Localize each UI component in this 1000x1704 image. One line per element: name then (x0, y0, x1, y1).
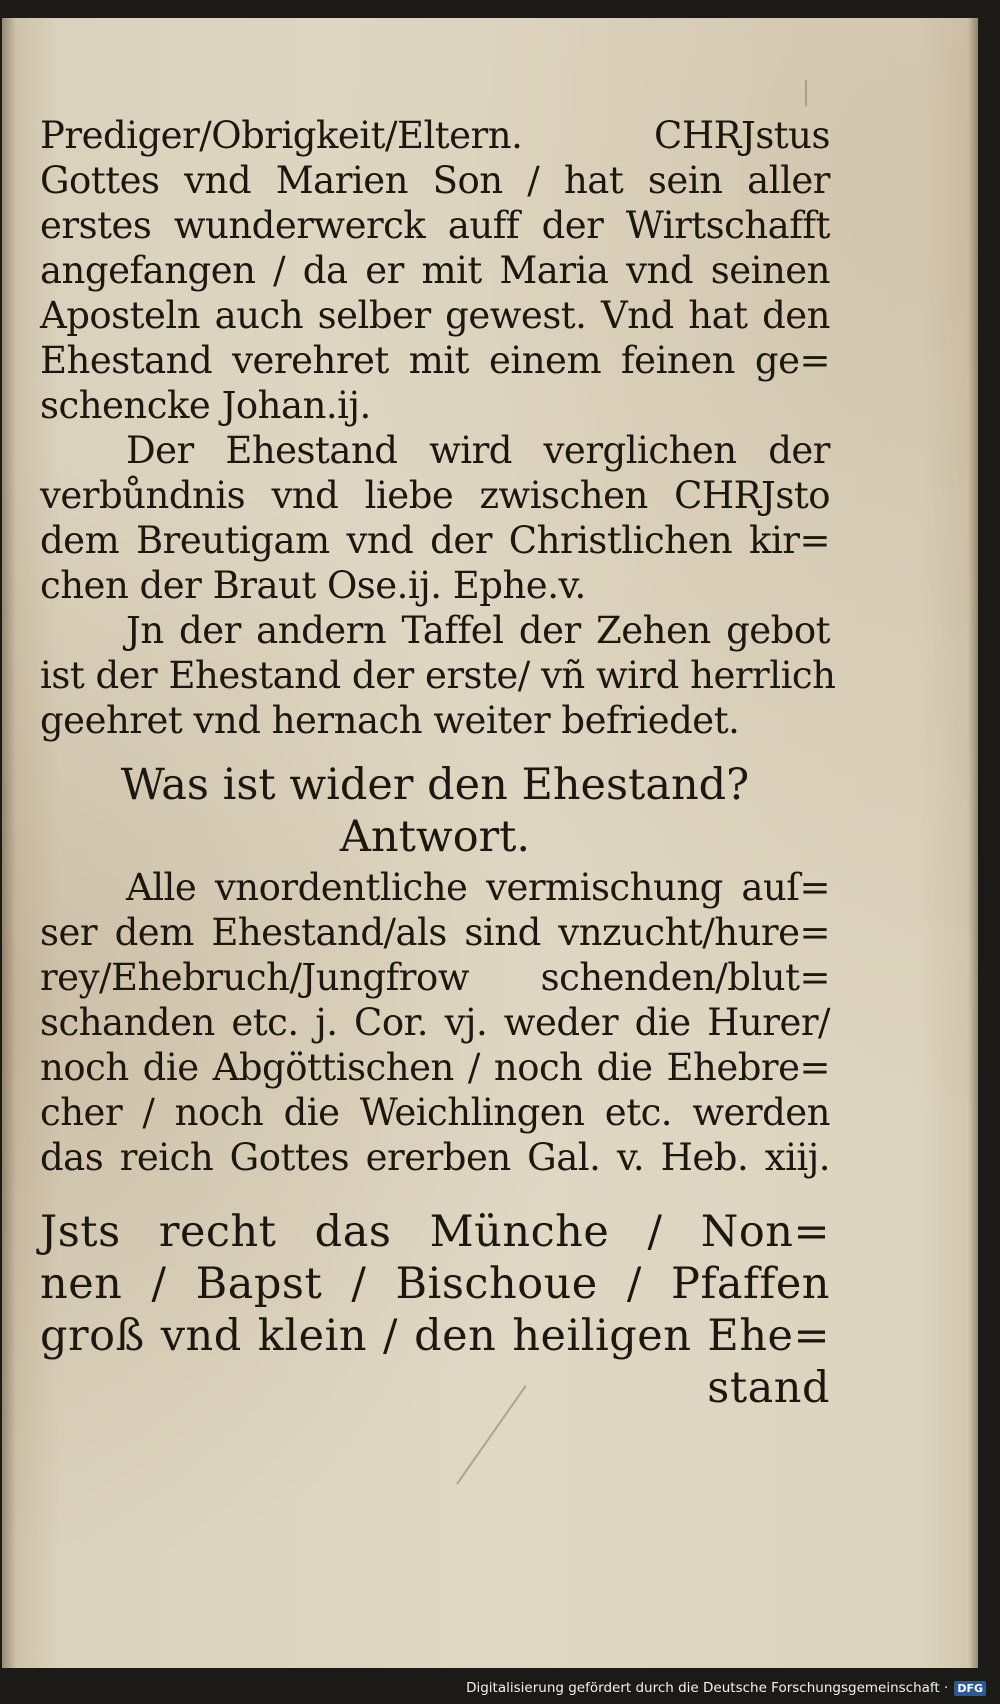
text-line: das reich Gottes ererben Gal. v. Heb. xiij. (40, 1136, 830, 1179)
text-line: Alle vnordentliche vermischung auſ= (126, 866, 830, 909)
text-line: dem Breutigam vnd der Christlichen kir= (40, 519, 830, 562)
answer-heading: Antwort. (339, 812, 531, 862)
text-line: verbůndnis vnd liebe zwischen CHRJsto (40, 474, 830, 517)
page-edge-shadow (968, 18, 978, 1668)
text-line: schencke Johan.ij. (40, 384, 371, 427)
text-line: geehret vnd hernach weiter befriedet. (40, 699, 740, 742)
text-line: erstes wunderwerck auff der Wirtschafft (40, 204, 830, 247)
text-line: Gottes vnd Marien Son / hat sein aller (40, 159, 830, 202)
text-line: chen der Braut Ose.ij. Ephe.v. (40, 564, 586, 607)
text-line: noch die Abgöttischen / noch die Ehebre= (40, 1046, 830, 1089)
footer-credit (466, 1675, 986, 1701)
text-line: rey/Ehebruch/Jungfrow schenden/blut= (40, 956, 830, 999)
text-block (40, 113, 836, 1414)
dfg-logo: DFG (954, 1681, 986, 1696)
text-line: angefangen / da er mit Maria vnd seinen (40, 249, 830, 292)
text-line: cher / noch die Weichlingen etc. werden (40, 1091, 830, 1134)
text-line: groß vnd klein / den heiligen Ehe= (40, 1311, 830, 1361)
text-line: Der Ehestand wird verglichen der (126, 429, 830, 472)
text-line: Aposteln auch selber gewest. Vnd hat den (40, 294, 830, 337)
text-line: nen / Bapst / Bischoue / Pfaffen (40, 1259, 830, 1309)
text-line: Ehestand verehret mit einem feinen ge= (40, 339, 830, 382)
gutter-shadow (2, 18, 16, 1668)
text-line: schanden etc. j. Cor. vj. weder die Hurer/ (40, 1001, 830, 1044)
text-line: Prediger/Obrigkeit/Eltern. CHRJstus (40, 114, 830, 157)
footer-text: Digitalisierung gefördert durch die Deutsche Forschungsgemeinschaft · (466, 1680, 949, 1696)
text-line: ser dem Ehestand/als sind vnzucht/hure= (40, 911, 830, 954)
text-line: Jn der andern Taffel der Zehen gebot (126, 609, 830, 652)
section-heading: Was ist wider den Ehestand? (120, 760, 750, 810)
pencil-mark (805, 80, 807, 106)
text-line: Jsts recht das Münche / Non= (40, 1207, 830, 1257)
spacer (40, 1180, 830, 1206)
catchword: stand (707, 1363, 830, 1413)
text-line: ist der Ehestand der erste/ vñ wird herrlich (40, 654, 836, 697)
book-page (2, 18, 978, 1668)
